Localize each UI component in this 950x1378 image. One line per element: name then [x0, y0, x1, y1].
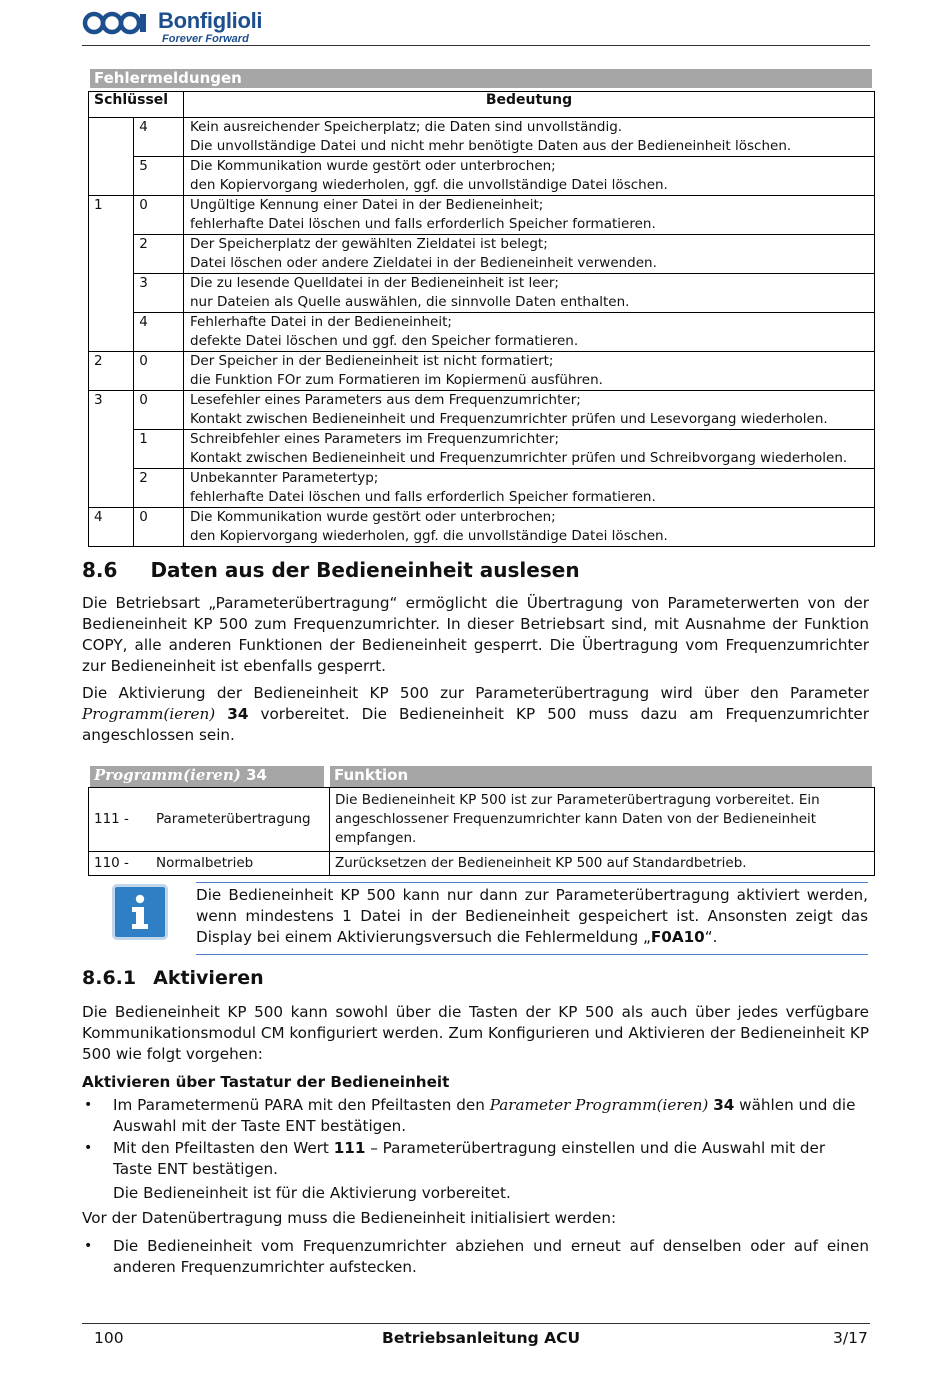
- parameter-name: Programm(ieren): [82, 705, 216, 723]
- meaning-line-1: Die Kommunikation wurde gestört oder unterbrochen;: [190, 509, 556, 525]
- meaning-line-1: Schreibfehler eines Parameters im Frequenzumrichter;: [190, 431, 560, 447]
- value-code: 110 -: [94, 855, 129, 871]
- table-row: [89, 118, 875, 157]
- meaning-cell: [184, 352, 875, 391]
- error-table: [88, 91, 875, 547]
- section-8-6-1-paragraph-2: Vor der Datenübertragung muss die Bedieneinheit initialisiert werden:: [82, 1209, 617, 1227]
- info-note-text: Die Bedieneinheit KP 500 kann nur dann zur Parameterübertragung aktiviert werden, wenn mindestens 1 Datei in der Bedieneinheit gespeichert ist. Ansonsten zeigt das Display bei einem Aktivierungsversuch die Fehlermeldung „F0A10“.: [196, 886, 868, 946]
- parameter-value-cell: [89, 788, 330, 852]
- key-major: [89, 118, 134, 157]
- key-major: [89, 274, 134, 313]
- meaning-line-2: die Funktion FOr zum Formatieren im Kopiermenü ausführen.: [190, 372, 603, 388]
- section-8-6-paragraph-2: Die Aktivierung der Bedieneinheit KP 500 zur Parameterübertragung wird über den Parameter Programm(ieren) 34 vorbereitet. Die Bedieneinheit KP 500 muss dazu am Frequenzumrichter angeschlossen sein.: [82, 684, 869, 744]
- error-table-caption: Fehlermeldungen: [90, 69, 872, 88]
- key-major: [89, 157, 134, 196]
- meaning-cell: [184, 430, 875, 469]
- key-minor: 5: [134, 157, 184, 196]
- table-row: [89, 313, 875, 352]
- key-minor: 0: [134, 508, 184, 547]
- meaning-line-2: Kontakt zwischen Bedieneinheit und Frequenzumrichter prüfen und Lesevorgang wiederholen.: [190, 411, 828, 427]
- key-minor: 2: [134, 235, 184, 274]
- section-title: Aktivieren: [153, 967, 264, 989]
- key-major: 3: [89, 391, 134, 430]
- meaning-line-2: den Kopiervorgang wiederholen, ggf. die unvollständige Datei löschen.: [190, 177, 668, 193]
- header-divider: [82, 45, 870, 46]
- meaning-line-2: Datei löschen oder andere Zieldatei in der Bedieneinheit verwenden.: [190, 255, 657, 271]
- error-code: F0A10: [650, 928, 705, 946]
- table-row: [89, 508, 875, 547]
- steps-list-2: [82, 1236, 869, 1278]
- value-number: 111: [333, 1139, 366, 1157]
- brand-logo: [82, 8, 282, 46]
- key-major: [89, 235, 134, 274]
- parameter-name: Parameter Programm(ieren): [489, 1096, 709, 1114]
- sub-heading: Aktivieren über Tastatur der Bedieneinheit: [82, 1073, 450, 1091]
- key-minor: 1: [134, 430, 184, 469]
- meaning-line-2: nur Dateien als Quelle auswählen, die sinnvolle Daten enthalten.: [190, 294, 630, 310]
- table-row: [89, 469, 875, 508]
- value-name: Normalbetrieb: [156, 855, 254, 871]
- meaning-line-1: Lesefehler eines Parameters aus dem Frequenzumrichter;: [190, 392, 581, 408]
- parameter-table-body: [89, 788, 875, 876]
- footer-doc-title: Betriebsanleitung ACU: [382, 1329, 581, 1347]
- param-table-header-parameter: Programm(ieren) 34: [90, 766, 324, 787]
- param-table-header-function: Funktion: [330, 766, 872, 787]
- meaning-line-1: Die zu lesende Quelldatei in der Bedieneinheit ist leer;: [190, 275, 559, 291]
- meaning-cell: [184, 391, 875, 430]
- error-table-body: [89, 118, 875, 547]
- function-cell: Die Bedieneinheit KP 500 ist zur Parameterübertragung vorbereitet. Ein angeschlossener Frequenzumrichter kann Daten von der Bedieneinheit empfangen.: [330, 788, 875, 852]
- key-minor: 3: [134, 274, 184, 313]
- meaning-cell: [184, 235, 875, 274]
- brand-name: Bonfiglioli: [158, 8, 263, 33]
- column-header-key: Schlüssel: [89, 92, 184, 118]
- steps-list-1: [82, 1095, 869, 1180]
- meaning-line-2: Kontakt zwischen Bedieneinheit und Frequenzumrichter prüfen und Schreibvorgang wiederholen.: [190, 450, 848, 466]
- key-minor: 4: [134, 118, 184, 157]
- meaning-line-2: den Kopiervorgang wiederholen, ggf. die unvollständige Datei löschen.: [190, 528, 668, 544]
- parameter-table: [88, 787, 875, 876]
- key-major: 1: [89, 196, 134, 235]
- table-row: [89, 235, 875, 274]
- key-major: [89, 430, 134, 469]
- meaning-cell: [184, 313, 875, 352]
- meaning-line-1: Der Speicher in der Bedieneinheit ist nicht formatiert;: [190, 353, 554, 369]
- section-number: 8.6: [82, 558, 118, 582]
- section-8-6-1-paragraph-1: Die Bedieneinheit KP 500 kann sowohl über die Tasten der KP 500 als auch über jedes verfügbare Kommunikationsmodul CM konfiguriert werden. Zum Konfigurieren und Aktivieren der Bedieneinheit KP 500 wie folgt vorgehen:: [82, 1003, 869, 1063]
- info-note-top-rule: [196, 882, 868, 883]
- meaning-line-2: Die unvollständige Datei und nicht mehr benötigte Daten aus der Bedieneinheit löschen.: [190, 138, 792, 154]
- meaning-line-1: Ungültige Kennung einer Datei in der Bedieneinheit;: [190, 197, 544, 213]
- meaning-cell: [184, 508, 875, 547]
- key-minor: 4: [134, 313, 184, 352]
- section-heading-8-6-1: [82, 967, 264, 989]
- list-item: • Im Parametermenü PARA mit den Pfeiltasten den Parameter Programm(ieren) 34 wählen und die Auswahl mit der Taste ENT bestätigen.: [82, 1095, 869, 1137]
- parameter-number: 34: [227, 705, 249, 723]
- meaning-line-2: defekte Datei löschen und ggf. den Speicher formatieren.: [190, 333, 579, 349]
- brand-tagline: Forever Forward: [162, 33, 249, 45]
- meaning-cell: [184, 274, 875, 313]
- meaning-cell: [184, 196, 875, 235]
- list-item: • Mit den Pfeiltasten den Wert 111 – Parameterübertragung einstellen und die Auswahl mit der Taste ENT bestätigen.: [82, 1138, 869, 1180]
- table-row: [89, 788, 875, 852]
- value-code: 111 -: [94, 811, 129, 827]
- key-major: [89, 469, 134, 508]
- meaning-line-1: Kein ausreichender Speicherplatz; die Daten sind unvollständig.: [190, 119, 623, 135]
- section-title: Daten aus der Bedieneinheit auslesen: [150, 558, 580, 582]
- function-cell: Zurücksetzen der Bedieneinheit KP 500 auf Standardbetrieb.: [330, 852, 875, 876]
- list-item: • Die Bedieneinheit vom Frequenzumrichter abziehen und erneut auf denselben oder auf einen anderen Frequenzumrichter aufstecken.: [82, 1236, 869, 1278]
- value-name: Parameterübertragung: [156, 811, 311, 827]
- meaning-line-1: Unbekannter Parametertyp;: [190, 470, 379, 486]
- footer-version: 3/17: [833, 1329, 868, 1347]
- key-minor: 0: [134, 196, 184, 235]
- parameter-value-cell: [89, 852, 330, 876]
- info-note-bottom-rule: [196, 954, 868, 955]
- table-row: [89, 157, 875, 196]
- section-8-6-paragraph-1: Die Betriebsart „Parameterübertragung“ ermöglicht die Übertragung von Parameterwerten von der Bedieneinheit KP 500 zum Frequenzumrichter. In dieser Betriebsart sind, mit Ausnahme der Funktion COPY, alle anderen Funktionen der Bedieneinheit gesperrt. Die Übertragung vom Frequenzumrichter zur Bedieneinheit ist ebenfalls gesperrt.: [82, 594, 869, 675]
- key-minor: 0: [134, 352, 184, 391]
- key-minor: 0: [134, 391, 184, 430]
- key-minor: 2: [134, 469, 184, 508]
- key-major: 4: [89, 508, 134, 547]
- table-row: [89, 352, 875, 391]
- key-major: [89, 313, 134, 352]
- table-row: [89, 852, 875, 876]
- table-row: [89, 430, 875, 469]
- footer-page-number: 100: [94, 1329, 124, 1347]
- meaning-line-2: fehlerhafte Datei löschen und falls erforderlich Speicher formatieren.: [190, 216, 656, 232]
- bonfiglioli-logo-mark-icon: [82, 10, 154, 36]
- column-header-meaning: Bedeutung: [184, 92, 875, 118]
- error-table-header-row: [89, 92, 875, 118]
- table-row: [89, 274, 875, 313]
- footer-divider: [82, 1323, 870, 1324]
- meaning-line-1: Die Kommunikation wurde gestört oder unterbrochen;: [190, 158, 556, 174]
- meaning-cell: [184, 118, 875, 157]
- meaning-cell: [184, 157, 875, 196]
- parameter-number: 34: [713, 1096, 735, 1114]
- key-major: 2: [89, 352, 134, 391]
- table-row: [89, 196, 875, 235]
- info-icon: [112, 884, 168, 940]
- list-note: Die Bedieneinheit ist für die Aktivierung vorbereitet.: [113, 1184, 511, 1202]
- section-heading-8-6: [82, 558, 580, 582]
- meaning-line-1: Fehlerhafte Datei in der Bedieneinheit;: [190, 314, 452, 330]
- meaning-cell: [184, 469, 875, 508]
- meaning-line-2: fehlerhafte Datei löschen und falls erforderlich Speicher formatieren.: [190, 489, 656, 505]
- section-number: 8.6.1: [82, 967, 137, 989]
- meaning-line-1: Der Speicherplatz der gewählten Zieldatei ist belegt;: [190, 236, 548, 252]
- table-row: [89, 391, 875, 430]
